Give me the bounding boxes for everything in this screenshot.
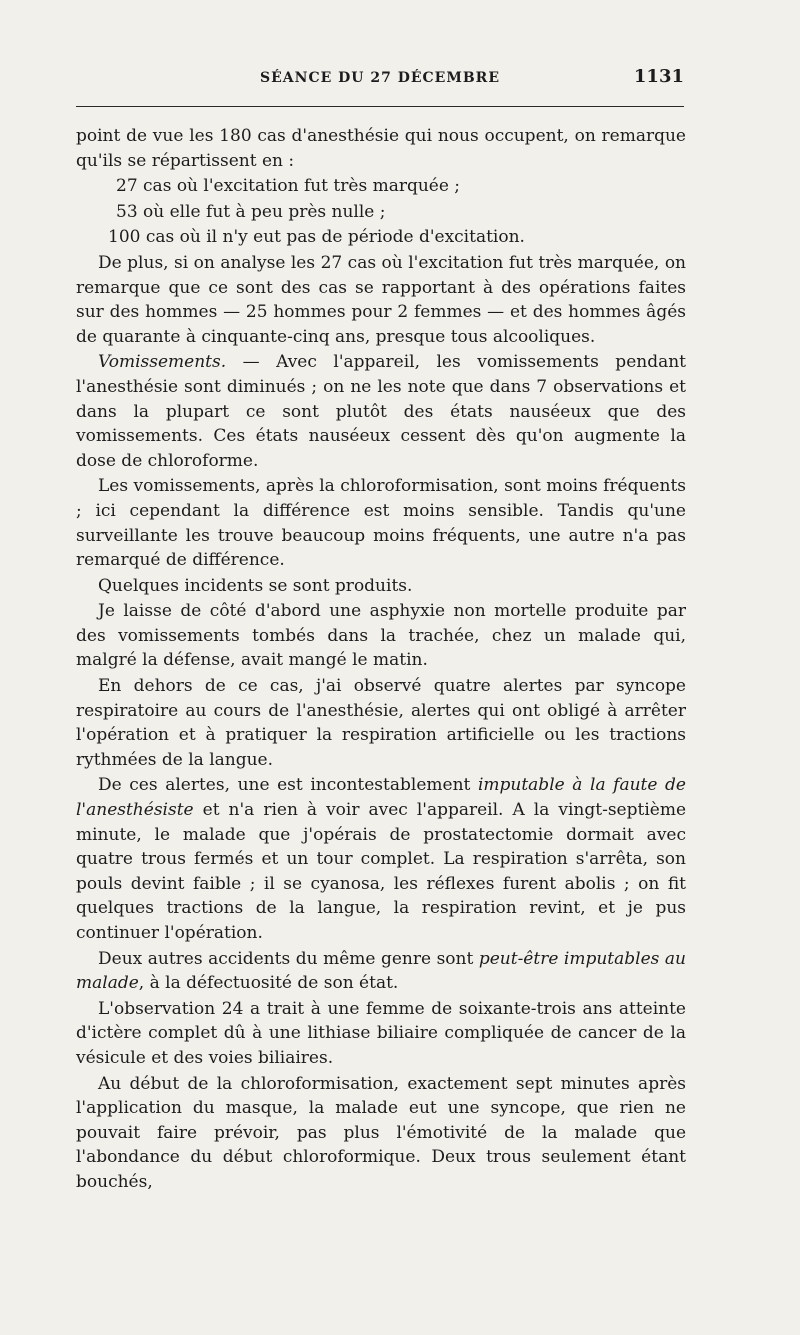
body-text [76,124,686,1244]
paragraph-6: Je laisse de côté d'abord une asphyxie non mortelle produite par des vomissements tombés dans la trachée, chez un malade qui, malgré la défense, avait mangé le matin. [76,601,686,671]
paragraph-3 [76,350,686,473]
list-item-100: 100 cas où il n'y eut pas de période d'excitation. [108,227,525,248]
paragraph-5: Quelques incidents se sont produits. [98,575,413,596]
paragraph-1: point de vue les 180 cas d'anesthésie qui nous occupent, on remarque qu'ils se répartissent en : [76,126,686,171]
paragraph-2: De plus, si on analyse les 27 cas où l'excitation fut très marquée, on remarque que ce sont des cas se rapportant à des opérations faites sur des hommes — 25 hommes pour 2 femmes — et des hommes âgés de quarante à cinquante-cinq ans, presque tous alcooliques. [76,252,686,347]
running-head-title: SÉANCE DU 27 DÉCEMBRE [260,70,500,86]
paragraph-9-italic: peut-être imputables au malade [76,948,686,994]
paragraph-8 [76,773,686,945]
page-number: 1131 [633,66,684,87]
paragraph-8-italic: imputable à la faute de l'anesthésiste [76,775,686,821]
paragraph-7: En dehors de ce cas, j'ai observé quatre alertes par syncope respiratoire au cours de l'anesthésie, alertes qui ont obligé à arrêter l'opération et à pratiquer la respiration artificielle ou les tractions rythmées de la langue. [76,676,686,770]
header-rule [76,106,684,107]
paragraph-9-start: Deux autres accidents du même genre sont [98,948,479,969]
paragraph-11: Au début de la chloroformisation, exactement sept minutes après l'application du masque, la malade eut une syncope, que rien ne pouvait faire prévoir, pas plus l'émotivité de la malade que l'abondance du début chloroformique. Deux trous seulement étant bouchés, [76,1073,686,1192]
paragraph-9 [76,947,686,996]
section-lead-vomissements: Vomissements. [98,352,227,373]
paragraph-8-start: De ces alertes, une est incontestablement [98,775,478,796]
list-item-53: 53 où elle fut à peu près nulle ; [116,201,386,222]
paragraph-8-end: et n'a rien à voir avec l'appareil. A la vingt-septième minute, le malade que j'opérais de prostatectomie dormait avec quatre trous fermés et un tour complet. La respiration s'arrêta, son pouls devint faible ; il se cyanosa, les réflexes furent abolis ; on fit quelques tractions de la langue, la respiration revint, et je pus continuer l'opération. [76,800,686,943]
paragraph-3-text: — Avec l'appareil, les vomissements pendant l'anesthésie sont diminués ; on ne les note que dans 7 observations et dans la plupart ce sont plutôt des états nauséeux que des vomissements. Ces états nauséeux cessent dès qu'on augmente la dose de chloroforme. [76,352,686,471]
paragraph-9-end: , à la défectuosité de son état. [138,973,399,994]
list-item-27: 27 cas où l'excitation fut très marquée ; [116,176,461,197]
running-head [76,62,684,92]
paragraph-4: Les vomissements, après la chloroformisation, sont moins fréquents ; ici cependant la différence est moins sensible. Tandis qu'une surveillante les trouve beaucoup moins fréquents, une autre n'a pas remarqué de différence. [76,476,686,571]
paragraph-10: L'observation 24 a trait à une femme de soixante-trois ans atteinte d'ictère complet dû à une lithiase biliaire compliquée de cancer de la vésicule et des voies biliaires. [76,998,686,1068]
